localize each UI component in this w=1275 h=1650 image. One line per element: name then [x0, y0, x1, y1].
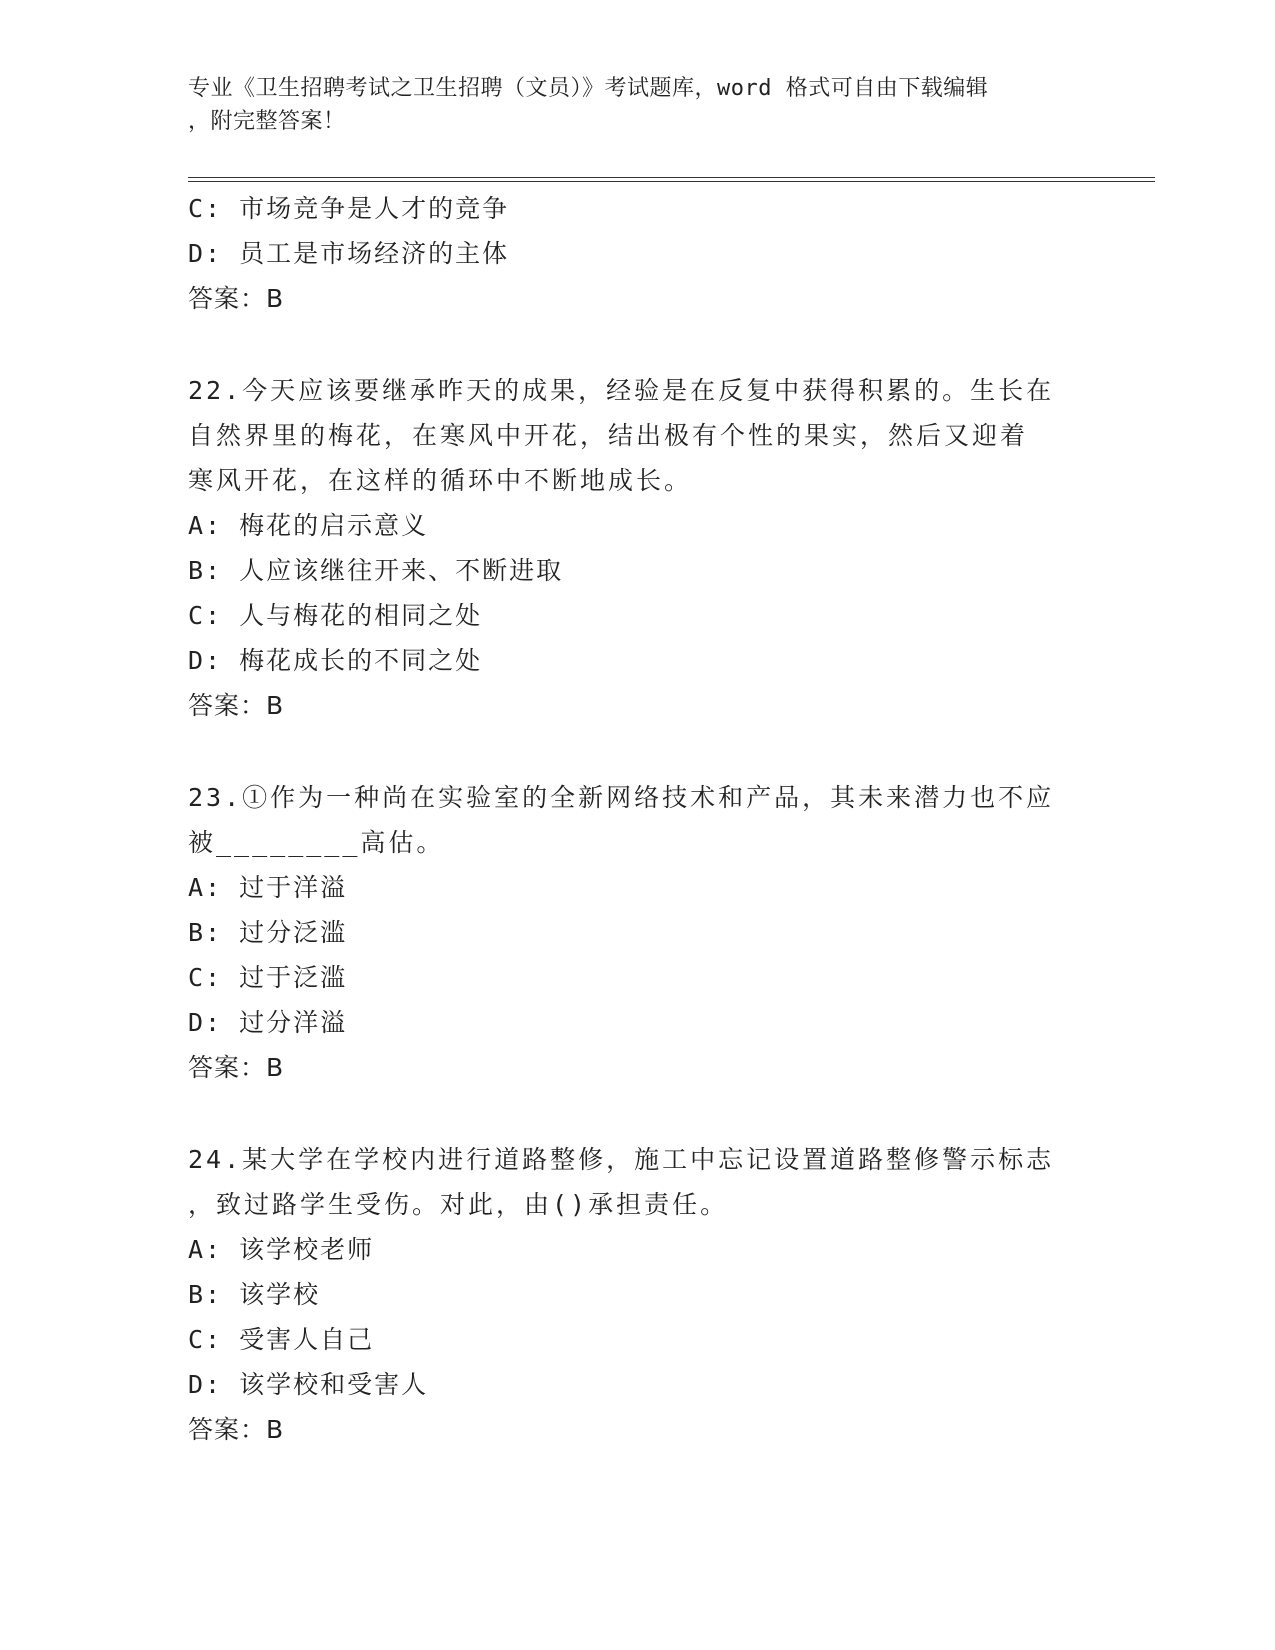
question-text-line: 24.某大学在学校内进行道路整修，施工中忘记设置道路整修警示标志 — [188, 1145, 1055, 1174]
header-line-2: ，附完整答案！ — [188, 109, 346, 134]
header-divider-bottom — [188, 181, 1155, 182]
option-d: D: 员工是市场经济的主体 — [188, 239, 510, 268]
question-22 — [188, 368, 1088, 728]
option-a: A: 过于洋溢 — [188, 873, 348, 902]
document-header — [188, 72, 1068, 138]
option-c: C: 受害人自己 — [188, 1325, 375, 1354]
option-b: B: 该学校 — [188, 1280, 321, 1309]
question-21-tail — [188, 186, 1088, 321]
question-text-line: 被________高估。 — [188, 828, 445, 857]
answer: 答案：B — [188, 1053, 285, 1082]
answer: 答案：B — [188, 691, 285, 720]
question-content — [188, 186, 1088, 1452]
option-c: C: 人与梅花的相同之处 — [188, 601, 483, 630]
answer: 答案：B — [188, 1415, 285, 1444]
option-a: A: 梅花的启示意义 — [188, 511, 429, 540]
question-text-line: 22.今天应该要继承昨天的成果，经验是在反复中获得积累的。生长在 — [188, 376, 1055, 405]
option-c: C: 过于泛滥 — [188, 963, 348, 992]
option-d: D: 梅花成长的不同之处 — [188, 646, 483, 675]
question-text-line: ，致过路学生受伤。对此，由()承担责任。 — [188, 1190, 729, 1219]
option-a: A: 该学校老师 — [188, 1235, 375, 1264]
option-d: D: 过分洋溢 — [188, 1008, 348, 1037]
header-divider-top — [188, 177, 1155, 178]
question-23 — [188, 775, 1088, 1090]
option-b: B: 过分泛滥 — [188, 918, 348, 947]
question-text-line: 自然界里的梅花，在寒风中开花，结出极有个性的果实，然后又迎着 — [188, 421, 1029, 450]
question-24 — [188, 1137, 1088, 1452]
question-text-line: 23.①作为一种尚在实验室的全新网络技术和产品，其未来潜力也不应 — [188, 783, 1055, 812]
question-text-line: 寒风开花，在这样的循环中不断地成长。 — [188, 466, 693, 495]
answer: 答案：B — [188, 284, 285, 313]
option-b: B: 人应该继往开来、不断进取 — [188, 556, 564, 585]
header-line-1: 专业《卫生招聘考试之卫生招聘（文员）》考试题库，word 格式可自由下载编辑 — [188, 76, 989, 101]
option-d: D: 该学校和受害人 — [188, 1370, 429, 1399]
option-c: C: 市场竞争是人才的竞争 — [188, 194, 510, 223]
